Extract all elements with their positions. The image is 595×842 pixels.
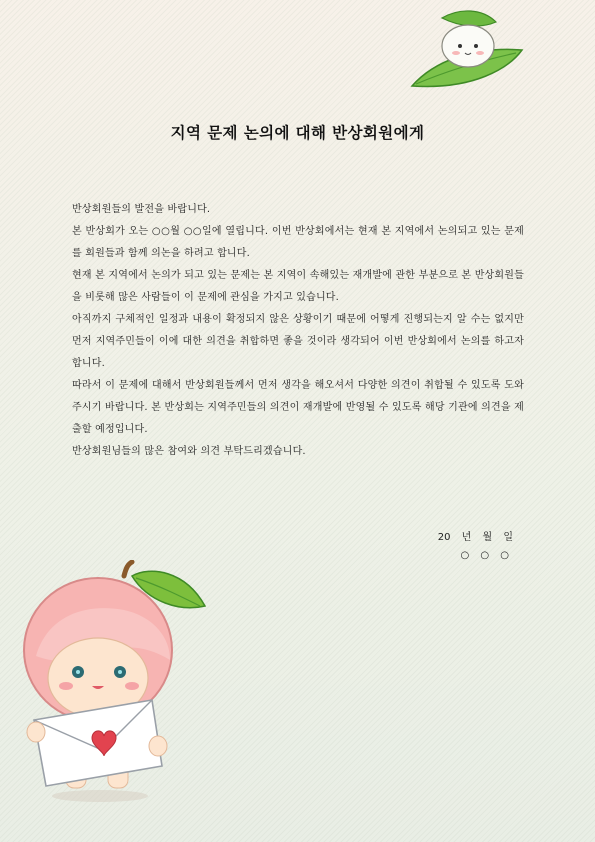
letter-body <box>72 199 524 463</box>
paragraph-4: 아직까지 구체적인 일정과 내용이 확정되지 않은 상황이기 때문에 어떻게 진행되는지 알 수는 없지만 먼저 지역주민들이 이에 대한 의견을 취합하면 좋을 것이라 생각되어 이번 반상회에서 논의를 하고자 합니다. <box>72 314 524 369</box>
letter-title: 지역 문제 논의에 대해 반상회원에게 <box>170 124 425 142</box>
date-line: 20 년 월 일 <box>437 532 513 543</box>
paragraph-6: 반상회원님들의 많은 참여와 의견 부탁드리겠습니다. <box>72 446 306 457</box>
paragraph-1: 반상회원들의 발전을 바랍니다. <box>72 204 211 215</box>
signature: ○ ○ ○ <box>460 550 513 561</box>
peach-girl-letter-icon <box>20 560 210 805</box>
paragraph-5: 따라서 이 문제에 대해서 반상회원들께서 먼저 생각을 해오셔서 다양한 의견이 취합될 수 있도록 도와주시기 바랍니다. 본 반상회는 지역주민들의 의견이 재개발에 반영될 수 있도록 해당 기관에 의견을 제출할 예정입니다. <box>72 380 524 435</box>
rice-cake-leaf-icon <box>404 6 526 92</box>
paragraph-2: 본 반상회가 오는 ○○월 ○○일에 열립니다. 이번 반상회에서는 현재 본 지역에서 논의되고 있는 문제를 회원들과 함께 의논을 하려고 합니다. <box>72 226 524 259</box>
paragraph-3: 현재 본 지역에서 논의가 되고 있는 문제는 본 지역이 속해있는 재개발에 관한 부분으로 본 반상회원들을 비롯해 많은 사람들이 이 문제에 관심을 가지고 있습니다. <box>72 270 524 303</box>
